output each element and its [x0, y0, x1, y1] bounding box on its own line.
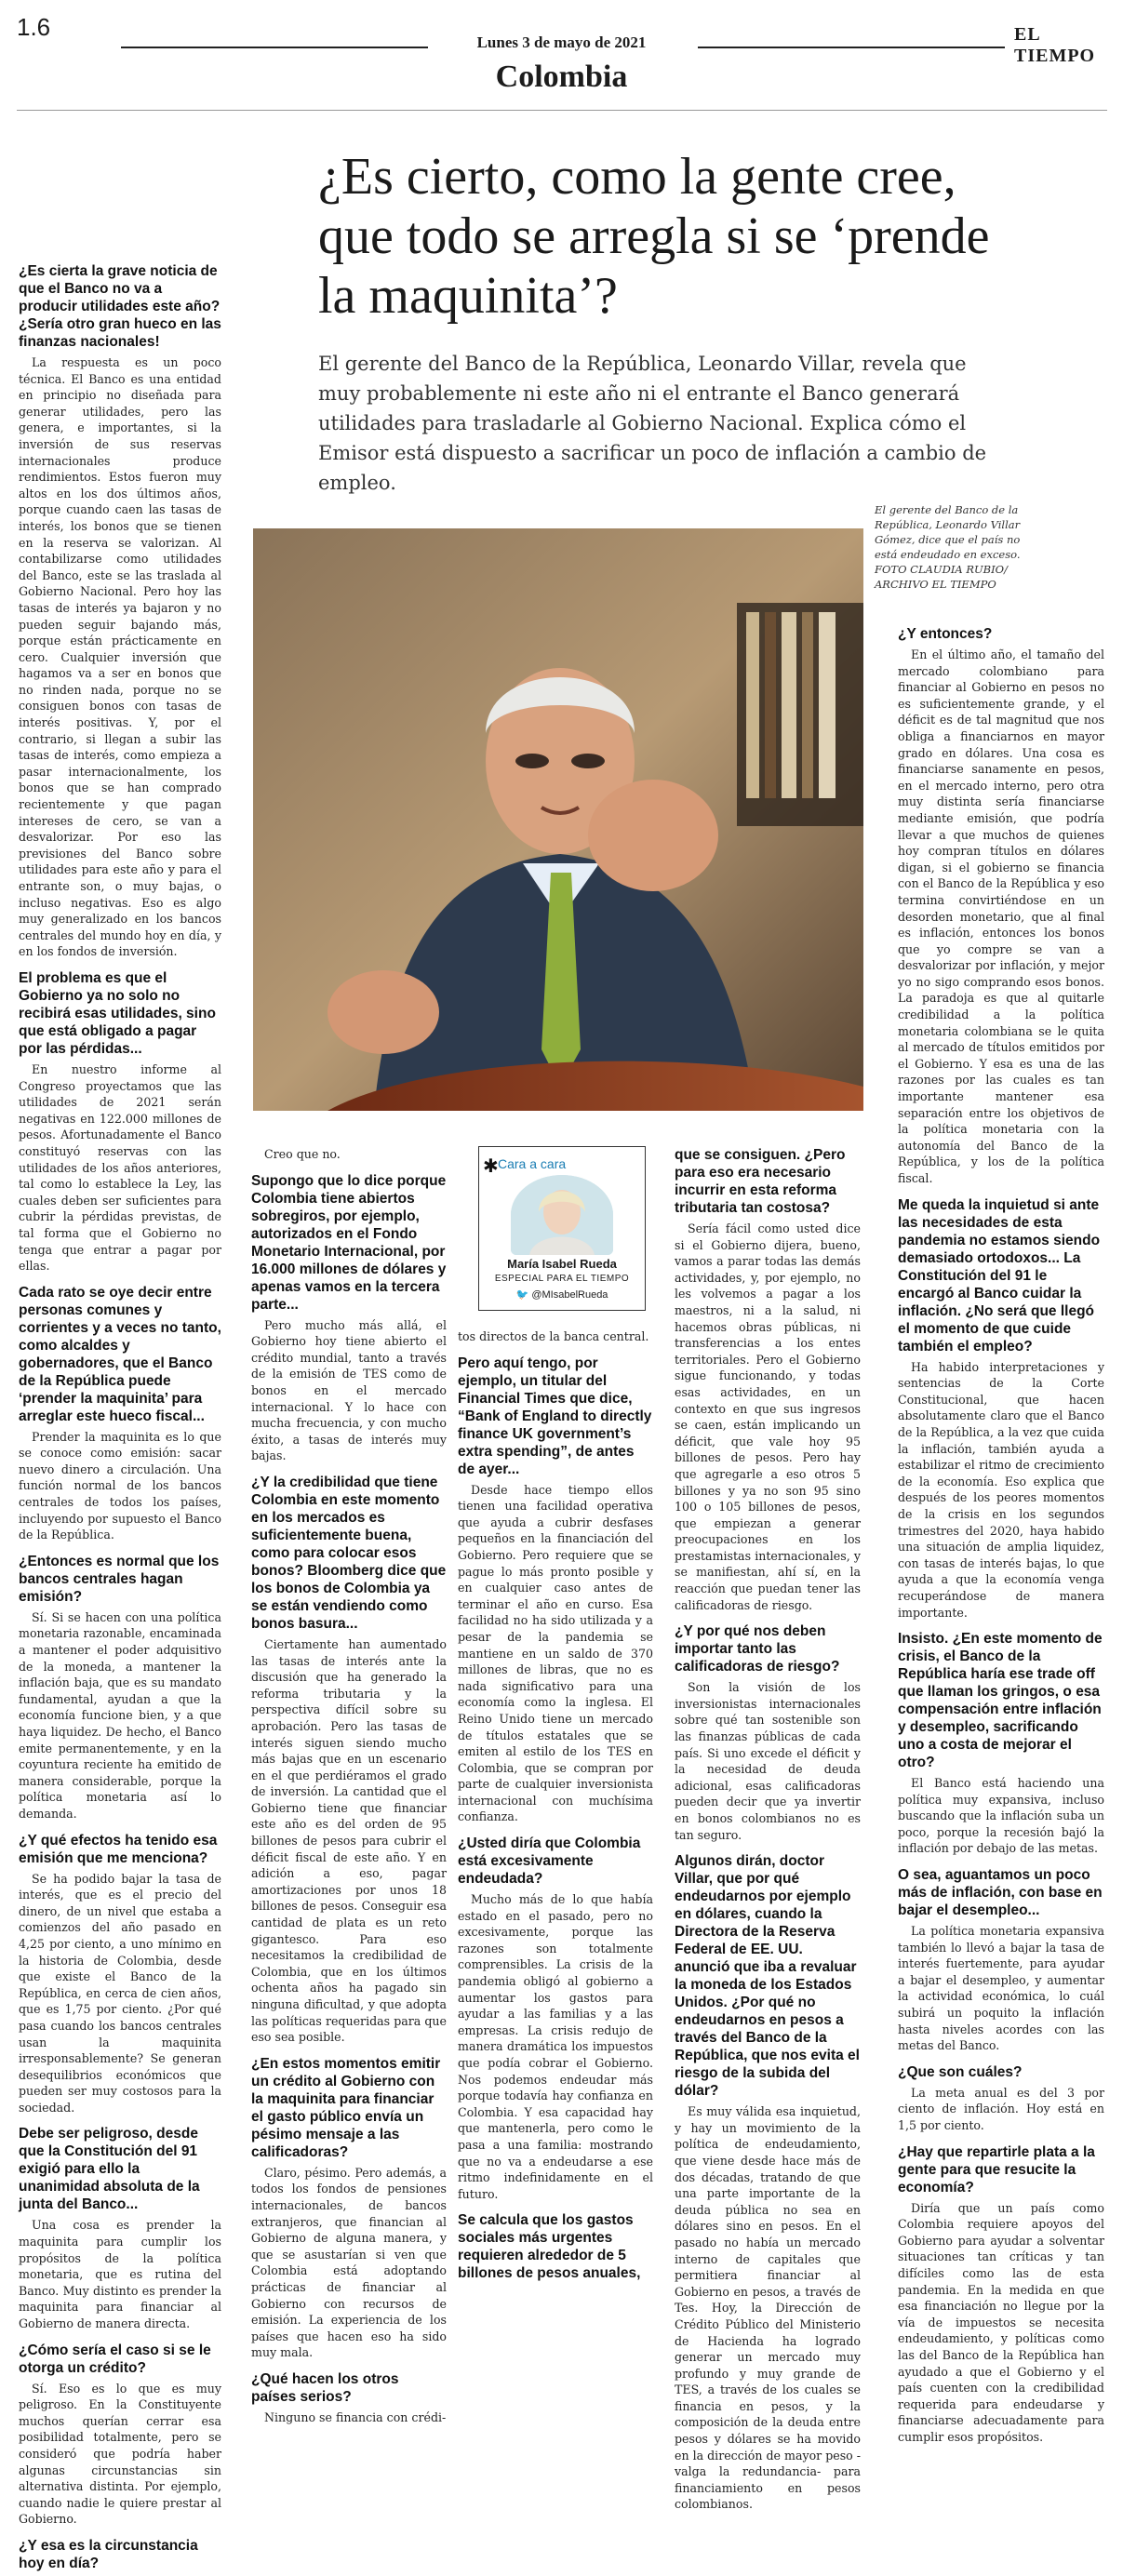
question: Insisto. ¿En este momento de crisis, el Banco de la República haría ese trade off que llaman los gringos, o esa compensación entre inflación y desempleo, sacrificando uno a costa de mejorar el otro?: [898, 1631, 1103, 1771]
byline-box: [478, 1146, 646, 1311]
question: que se consiguen. ¿Pero para eso era necesario incurrir en esta reforma tributaria tan costosa?: [675, 1147, 846, 1216]
section-divider: [17, 110, 1107, 111]
interview-photo: [253, 528, 863, 1111]
answer: Una cosa es prender la maquinita para cumplir los propósitos de la política monetaria, que es rutina del Banco. Muy distinto es prender la maquinita para financiar al Gobierno de manera directa.: [19, 2218, 221, 2331]
column-1: [19, 253, 221, 2576]
answer: tos directos de la banca central.: [458, 1329, 649, 1343]
question: ¿Que son cuáles?: [898, 2063, 1023, 2080]
issue-date: Lunes 3 de mayo de 2021: [476, 33, 647, 51]
question: ¿Y entonces?: [898, 626, 993, 642]
question: O sea, aguantamos un poco más de inflación, con base en bajar el desempleo...: [898, 1867, 1103, 1919]
question: ¿Y por qué nos deben importar tanto las calificadoras de riesgo?: [675, 1623, 840, 1675]
question: Se calcula que los gastos sociales más urgentes requieren alrededor de 5 billones de pesos anuales,: [458, 2212, 641, 2282]
question: Debe ser peligroso, desde que la Constitución del 91 exigió para ello la unanimidad absoluta de la junta del Banco...: [19, 2126, 200, 2213]
answer: La respuesta es un poco técnica. El Banco es una entidad en principio no diseñada para generar utilidades, pero las genera, e importantes, si la inversión de sus reservas internacionales produce rendimientos. Estos fueron muy altos en los dos últimos años, porque cuando caen las tasas de interés, los bonos que se tienen en la reserva se valorizan. Al contabilizarse como utilidades del Banco, este se las traslada al Gobierno Nacional. Pero hoy las tasas de interés ya bajaron y no pueden seguir bajando más, porque están prácticamente en cero. Cualquier inversión que hagamos va a ser en bonos que no rinden nada, porque no se consiguen bonos con tasas de interés positivas. Y, por el contrario, si llegan a subir las tasas de interés, como empieza a pasar internacionalmente, los bonos que se han comprado recientemente y que pagan intereses de cero, se van a desvalorizar. Por eso las previsiones del Banco sobre utilidades para este año y para el entrante son, o muy bajas, o incluso negativas. Eso es algo muy generalizado en los bancos centrales del mundo hoy en día, y en los fondos de inversión.: [19, 355, 221, 959]
author-portrait: [511, 1175, 613, 1255]
question: ¿En estos momentos emitir un crédito al Gobierno con la maquinita para financiar el gasto público envía un pésimo mensaje a las calificadoras?: [251, 2055, 441, 2160]
question: Me queda la inquietud si ante las necesidades de esta pandemia no estamos siendo demasiado ortodoxos... La Constitución del 91 le encargó al Banco cuidar la inflación. ¿No será que llegó el momento de que cuide también el empleo?: [898, 1196, 1101, 1355]
question: ¿Y qué efectos ha tenido esa emisión que me menciona?: [19, 1832, 218, 1866]
author-twitter[interactable]: [479, 1288, 645, 1301]
answer: Sí. Si se hacen con una política monetaria razonable, encaminada a mantener el poder adquisitivo de la moneda, a mantener la inflación baja, que es su mandato fundamental, ayudan a que la economía funcione bien, y a que haya liquidez. De hecho, el Banco emite permanentemente, y en la coyuntura reciente ha emitido de manera considerable, porque la política monetaria así lo demanda.: [19, 1609, 221, 1821]
question: ¿Y la credibilidad que tiene Colombia en este momento en los mercados es suficientemente buena, como para colocar esos bonos? Bloomberg dice que los bonos de Colombia ya se están vendiendo como bonos basura...: [251, 1474, 447, 1632]
question: Pero aquí tengo, por ejemplo, un titular del Financial Times que dice, “Bank of England to directly finance UK government’s extra spending”, de antes de ayer...: [458, 1355, 652, 1477]
publication-logo: EL TIEMPO: [1014, 24, 1096, 66]
answer: Ciertamente han aumentado las tasas de interés ante la discusión que ha generado la reforma tributaria y la perspectiva difícil sobre su aprobación. Pero las tasas de interés siguen siendo mucho más bajas que en un escenario en el que perdiéramos el grado de inversión. La cantidad que el Gobierno tiene que financiar este año es del orden de 95 billones de pesos para cubrir el déficit fiscal de este año. Y en adición a eso, pagar amortizaciones por unos 18 billones de pesos. Conseguir esa cantidad de plata es un reto gigantesco. Para eso necesitamos la credibilidad de Colombia, que en los últimos ochenta años ha pagado sin ninguna dificultad, y que adopta las políticas requeridas para que eso sea posible.: [251, 1636, 447, 2045]
question: Cada rato se oye decir entre personas comunes y corrientes y a veces no tanto, como alcaldes y gobernadores, que el Banco de la República puede ‘prender la maquinita’ para arreglar este hueco fiscal...: [19, 1284, 221, 1424]
answer: Es muy válida esa inquietud, y hay un movimiento de la política de endeudamiento, que viene desde hace más de dos décadas, tratando de que una parte importante de la deuda pública no sea en dólares sino en pesos. En el pasado no había un mercado interno de capitales que permitiera financiar al Gobierno en pesos, a través de Tes. Hoy, la Dirección de Crédito Público del Ministerio de Hacienda ha logrado generar un mercado muy profundo y muy grande de TES, a través de los cuales se financia en pesos, y la composición de la deuda entre pesos y dólares se ha movido en la dirección de mayor peso -valga la redundancia- para financiamiento en pesos colombianos.: [675, 2104, 862, 2512]
question: El problema es que el Gobierno ya no solo no recibirá esas utilidades, sino que está obligado a pagar por las pérdidas...: [19, 969, 216, 1057]
question: ¿Qué hacen los otros países serios?: [251, 2370, 399, 2405]
question: ¿Cómo sería el caso si se le otorga un crédito?: [19, 2342, 211, 2376]
answer: Creo que no.: [264, 1147, 341, 1161]
answer: Claro, pésimo. Pero además, a todos los fondos de pensiones internacionales, de bancos extranjeros, que financian al Gobierno de alguna manera, y que se asustarían si ven que Colombia está adoptando prácticas de financiar al Gobierno con recursos de emisión. La experiencia de los países que hacen eso ha sido muy mala.: [251, 2165, 447, 2360]
question: ¿Y esa es la circunstancia hoy en día?: [19, 2537, 198, 2571]
answer: La política monetaria expansiva también lo llevó a bajar la tasa de interés fuertemente, para ayudar a bajar el desempleo, y aumentar la actividad económica, lo cuál subirá un poquito la inflación hasta niveles acordes con las metas del Banco.: [898, 1924, 1104, 2053]
question: Supongo que lo dice porque Colombia tiene abiertos sobregiros, por ejemplo, autorizados en el Fondo Monetario Internacional, por 16.000 millones de dólares y apenas vamos en la tercera parte...: [251, 1172, 447, 1313]
twitter-handle[interactable]: @MIsabelRueda: [531, 1289, 608, 1301]
answer: La meta anual es del 3 por ciento de inflación. Hoy está en 1,5 por ciento.: [898, 2085, 1104, 2132]
headline: ¿Es cierto, como la gente cree, que todo se arregla si se ‘prende la maquinita’?: [318, 148, 990, 325]
answer: El Banco está haciendo una política muy expansiva, incluso buscando que la inflación suba un poco, porque la recesión bajó la inflación por debajo de las metas.: [898, 1776, 1104, 1856]
photo-illustration: [253, 528, 863, 1111]
answer: En el último año, el tamaño del mercado colombiano para financiar al Gobierno en pesos no es suficientemente grande, y el déficit es de tal magnitud que nos obliga a financiarnos en mayor grado en dólares. Una cosa es financiarse sanamente en pesos, en el mercado interno, pero otra muy distinta sería financiarse mediante emisión, que podría llevar a que muchos de quienes hoy compran títulos en dólares digan, si el gobierno se financia con el Banco de la República y eso termina convirtiéndose en un desorden monetario, que al final es inflación, entonces los bonos que yo compre se van a desvalorizar por inflación, y mejor yo no sigo comprando esos bonos. La paradoja es que al quitarle credibilidad a la política monetaria colombiana se le quita al mercado de títulos emitidos por el Gobierno. Y esa es una de las razones por las cuales es tan importante mantener esa separación entre los objetivos de la política monetaria con la autonomía del Banco de la República, y los de la política fiscal.: [898, 647, 1104, 1185]
answer: Son la visión de los inversionistas internacionales sobre qué tan sostenible son las finanzas públicas de cada país. Si uno excede el déficit y la necesidad de deuda adicional, esas calificadoras pueden decir que ya invertir en bonos colombianos no es tan seguro.: [675, 1680, 861, 1842]
answer: Desde hace tiempo ellos tienen una facilidad operativa que ayuda a cubrir desfases pequeños en la financiación del Gobierno. Pero requiere que se pague lo más pronto posible y en cualquier caso antes de terminar el año en curso. Esa facilidad no ha sido utilizada y a pesar de la pandemia se mantiene en un saldo de 370 millones de libras, que no es nada significativo para una economía como la inglesa. El Reino Unido tiene un mercado de títulos estatales que se emiten al estilo de los TES en Colombia, que se compran por parte de cualquier inversionista internacional con muchísima confianza.: [458, 1482, 653, 1824]
header-rule-right: [698, 47, 1005, 48]
answer: Diría que un país como Colombia requiere apoyos del Gobierno para ayudar a solventar situaciones tan críticas y tan difíciles como las de esta pandemia. En la medida en que esa financiación no llegue por la vía de impuestos se necesita endeudamiento, y políticas como las del Banco de la República han ayudado a que el Gobierno y el país cuenten con la credibilidad requerida para endeudarse y financiarse adecuadamente para cumplir esos propósitos.: [898, 2200, 1104, 2444]
twitter-icon: 🐦: [515, 1289, 529, 1301]
answer: Sería fácil como usted dice si el Gobierno dijera, bueno, vamos a parar todas las demás actividades, y, por ejemplo, no les volvemos a pagar a los maestros, ni a la salud, ni hacemos obras públicas, ni transferencias a los entes territoriales. Pero el Gobierno sigue funcionando, y todas esas actividades, en un contexto en que sus ingresos se caen, están implicando un déficit, que vale hoy 95 billones de pesos. Pero hay que agregarle a eso otros 5 billones y ya no son 95 sino 100 o 105 billones de pesos, que empiezan a generar preocupaciones en los prestamistas internacionales, y se manifiestan, ahí sí, en la reacción que puedan tener las calificadoras de riesgo.: [675, 1221, 861, 1612]
author-role: ESPECIAL PARA EL TIEMPO: [494, 1274, 630, 1284]
photo-caption: El gerente del Banco de la República, Leonardo Villar Gómez, dice que el país no está endeudado en exceso. FOTO CLAUDIA RUBIO/ ARCHIVO EL TIEMPO: [875, 503, 1021, 591]
byline-box-title: Cara a cara: [498, 1156, 567, 1171]
section-title: Colombia: [495, 60, 628, 94]
answer: Sí. Eso es lo que es muy peligroso. En la Constituyente muchos querían cerrar esa posibilidad totalmente, pero se consideró que podría haber algunas circunstancias sin alternativa distinta. Por ejemplo, cuando nadie le quiere prestar al Gobierno.: [19, 2381, 221, 2527]
question: ¿Usted diría que Colombia está excesivamente endeudada?: [458, 1835, 641, 1888]
column-3: [458, 1328, 653, 2286]
deck: El gerente del Banco de la República, Leonardo Villar, revela que muy probablemente ni este año ni el entrante el Banco generará utilidades para trasladarle al Gobierno Nacional. Explica cómo el Emisor está dispuesto a sacrificar un poco de inflación a cambio de empleo.: [318, 353, 987, 494]
answer: Se ha podido bajar la tasa de interés, que es el precio del dinero, de un nivel que estaba a comienzos del año pasado en 4,25 por ciento, a uno mínimo en la historia de Colombia, desde que existe el Banco de la República, en cerca de cien años, que es 1,75 por ciento. ¿Por qué pasa cuando los bancos centrales usan la maquinita irresponsablemente? Se generan desequilibrios económicos que pueden ser muy costosos para la sociedad.: [19, 1871, 221, 2115]
question: Algunos dirán, doctor Villar, que por qué endeudarnos por ejemplo en dólares, cuando la Directora de la Reserva Federal de EE. UU. anunció que iba a revaluar la moneda de los Estados Unidos. ¿Por qué no endeudarnos en pesos a través del Banco de la República, que nos evita el riesgo de la subida del dólar?: [675, 1853, 860, 2100]
question: ¿Es cierta la grave noticia de que el Banco no va a producir utilidades este año? ¿Sería otro gran hueco en las finanzas nacionales!: [19, 263, 221, 350]
star-icon: ✱: [483, 1155, 499, 1177]
author-name: María Isabel Rueda: [507, 1257, 617, 1271]
answer: Ninguno se financia con crédi-: [264, 2409, 447, 2424]
answer: En nuestro informe al Congreso proyectamos que las utilidades de 2021 serán negativas en 122.000 millones de pesos. Afortunadamente el Banco constituyó reservas con las utilidades de los años anteriores, tal como lo establece la Ley, las cuales deben ser suficientes para cubrir la pérdidas previstas, de tal forma que el Gobierno no tenga que entrar a pagar por ellas.: [19, 1061, 221, 1274]
column-5: [898, 625, 1104, 2446]
answer: Mucho más de lo que había estado en el pasado, pero no excesivamente, porque las razones son totalmente comprensibles. La crisis de la pandemia obligó al gobierno a aumentar los gastos para ayudar a las familias y a las empresas. La crisis redujo de manera dramática los impuestos que podía cobrar el Gobierno. Nos podemos endeudar más porque todavía hay confianza en Colombia. Y esa capacidad hay que mantenerla, pero como le pasa a una familia: mostrando que no va a endeudarse a ese ritmo indefinidamente en el futuro.: [458, 1892, 653, 2201]
answer: Ha habido interpretaciones y sentencias de la Corte Constitucional, que hacen absolutamente claro que el Banco de la República, a la vez que cuida la inflación, también ayuda a estabilizar el ritmo de crecimiento de la economía. Eso explica que después de los peores momentos de la crisis en los segundos trimestres del 2020, haya habido una situación de amplia liquidez, con tasas de interés bajas, lo que ayuda a que la economía venga recuperándose de manera importante.: [898, 1359, 1104, 1620]
answer: Prender la maquinita es lo que se conoce como emisión: sacar nuevo dinero a circulación. Una función normal de los bancos centrales de todos los países, incluyendo por supuesto el Banco de la República.: [19, 1429, 221, 1542]
question: ¿Hay que repartirle plata a la gente para que resucite la economía?: [898, 2143, 1095, 2196]
page-number: 1.6: [17, 13, 51, 41]
answer: Pero mucho más allá, el Gobierno hoy tiene abierto el crédito mundial, tanto a través de la emisión de TES como de bonos en el mercado internacional. Y lo hace con mucha frecuencia, y con mucho éxito, a tasas de interés muy bajas.: [251, 1317, 447, 1463]
column-2: [251, 1146, 447, 2426]
column-4: [675, 1146, 861, 2513]
question: ¿Entonces es normal que los bancos centrales hagan emisión?: [19, 1553, 220, 1605]
